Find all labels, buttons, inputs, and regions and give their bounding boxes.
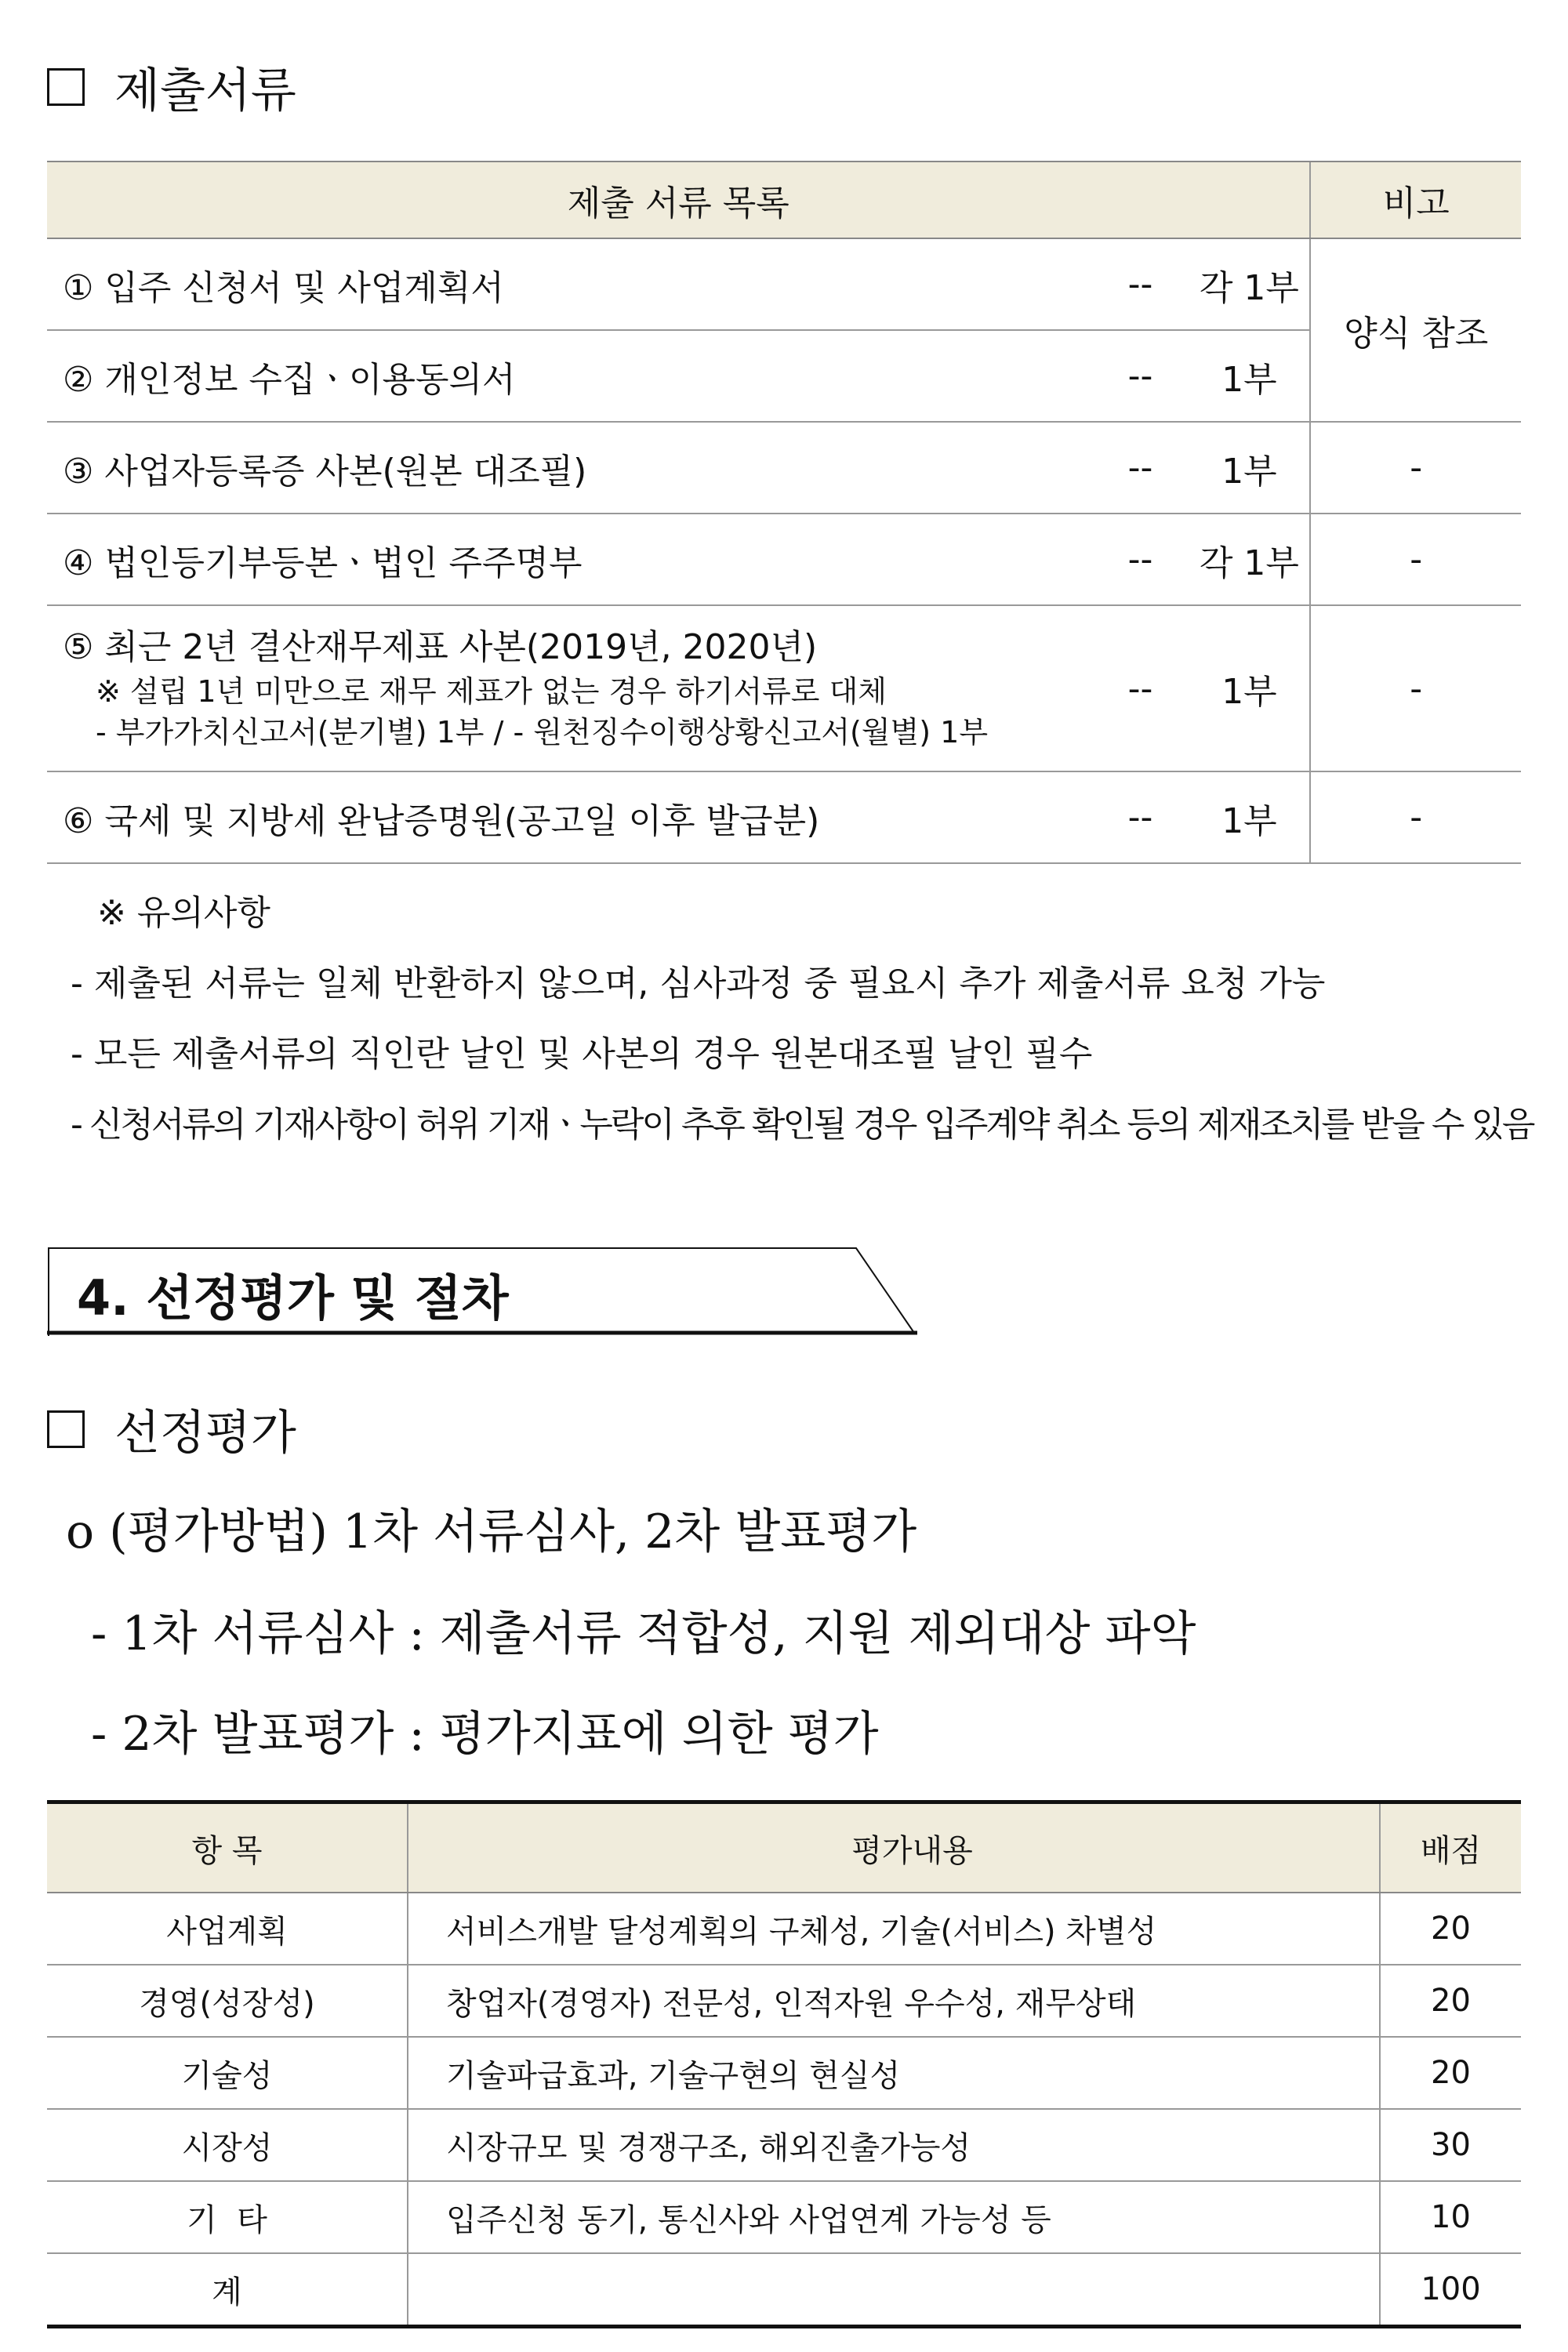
doc-dash: --: [1092, 605, 1189, 771]
doc-subnote: - 부가가치신고서(분기별) 1부 / - 원천징수이행상황신고서(월별) 1부: [96, 715, 989, 750]
checkbox-square-icon: [47, 68, 85, 106]
table-row: [47, 238, 1521, 330]
table-header-row: [47, 162, 1521, 238]
table-row: [47, 330, 1521, 422]
header-note: 비고: [1310, 162, 1521, 238]
eval-content: 기술파급효과, 기술구현의 현실성: [408, 2037, 1380, 2109]
eval-content: 창업자(경영자) 전문성, 인적자원 우수성, 재무상태: [408, 1965, 1380, 2037]
doc-note: -: [1310, 605, 1521, 771]
table-header-row: [47, 1802, 1521, 1893]
eval-step: - 1차 서류심사 : 제출서류 적합성, 지원 제외대상 파악: [91, 1606, 1196, 1661]
eval-item: 계: [47, 2253, 408, 2327]
table-row: [47, 1965, 1521, 2037]
doc-description: ⑥ 국세 및 지방세 완납증명원(공고일 이후 발급분): [47, 771, 1092, 863]
eval-item: 시장성: [47, 2109, 408, 2181]
doc-dash: --: [1092, 238, 1189, 330]
doc-count: 1부: [1189, 330, 1310, 422]
header-document-list: 제출 서류 목록: [47, 162, 1310, 238]
doc-description: ① 입주 신청서 및 사업계획서: [47, 238, 1092, 330]
header-content: 평가내용: [408, 1802, 1380, 1893]
table-row: [47, 2109, 1521, 2181]
doc-count: 각 1부: [1189, 238, 1310, 330]
eval-content: [408, 2253, 1380, 2327]
section-heading: [47, 53, 296, 121]
doc-note: -: [1310, 514, 1521, 605]
doc-dash: --: [1092, 422, 1189, 514]
table-row: [47, 1893, 1521, 1965]
doc-description: ③ 사업자등록증 사본(원본 대조필): [47, 422, 1092, 514]
doc-description: ⑤ 최근 2년 결산재무제표 사본(2019년, 2020년): [63, 627, 818, 667]
note-item: - 신청서류의 기재사항이 허위 기재ㆍ누락이 추후 확인될 경우 입주계약 취소 등의 제재조치를 받을 수 있음: [71, 1105, 1534, 1145]
doc-description: ④ 법인등기부등본ㆍ법인 주주명부: [47, 514, 1092, 605]
note-item: - 모든 제출서류의 직인란 날인 및 사본의 경우 원본대조필 날인 필수: [71, 1034, 1093, 1074]
doc-count: 1부: [1189, 422, 1310, 514]
table-row: [47, 771, 1521, 863]
table-row: [47, 514, 1521, 605]
notes-block: [71, 878, 1533, 1160]
eval-content: 시장규모 및 경쟁구조, 해외진출가능성: [408, 2109, 1380, 2181]
doc-count: 1부: [1189, 771, 1310, 863]
eval-score: 10: [1380, 2181, 1521, 2253]
section-title: 제출서류: [114, 64, 296, 118]
subsection-heading: [47, 1396, 296, 1463]
checkbox-square-icon: [47, 1410, 85, 1448]
eval-content: 서비스개발 달성계획의 구체성, 기술(서비스) 차별성: [408, 1893, 1380, 1965]
table-row: [47, 605, 1521, 771]
eval-score: 30: [1380, 2109, 1521, 2181]
doc-count: 각 1부: [1189, 514, 1310, 605]
table-row: [47, 422, 1521, 514]
eval-score: 20: [1380, 1893, 1521, 1965]
doc-note: -: [1310, 771, 1521, 863]
subsection-title: 선정평가: [114, 1406, 296, 1461]
eval-step: - 2차 발표평가 : 평가지표에 의한 평가: [91, 1707, 879, 1762]
eval-score: 20: [1380, 2037, 1521, 2109]
eval-content: 입주신청 동기, 통신사와 사업연계 가능성 등: [408, 2181, 1380, 2253]
evaluation-table: [47, 1800, 1521, 2328]
doc-description: ② 개인정보 수집ㆍ이용동의서: [47, 330, 1092, 422]
notes-title: ※ 유의사항: [97, 893, 270, 933]
eval-item: 기술성: [47, 2037, 408, 2109]
table-row: [47, 2037, 1521, 2109]
doc-note-merged: 양식 참조: [1310, 238, 1521, 422]
doc-dash: --: [1092, 330, 1189, 422]
header-item: 항 목: [47, 1802, 408, 1893]
eval-item: 사업계획: [47, 1893, 408, 1965]
section-title: 4. 선정평가 및 절차: [77, 1269, 509, 1327]
eval-score: 20: [1380, 1965, 1521, 2037]
table-row: [47, 2181, 1521, 2253]
table-row: [47, 2253, 1521, 2327]
eval-score: 100: [1380, 2253, 1521, 2327]
doc-description-block: [47, 605, 1092, 771]
documents-table: [47, 161, 1521, 864]
eval-item: 기 타: [47, 2181, 408, 2253]
eval-item: 경영(성장성): [47, 1965, 408, 2037]
doc-count: 1부: [1189, 605, 1310, 771]
header-score: 배점: [1380, 1802, 1521, 1893]
doc-dash: --: [1092, 771, 1189, 863]
doc-dash: --: [1092, 514, 1189, 605]
note-item: - 제출된 서류는 일체 반환하지 않으며, 심사과정 중 필요시 추가 제출서류 요청 가능: [71, 964, 1326, 1004]
eval-method: o (평가방법) 1차 서류심사, 2차 발표평가: [66, 1504, 917, 1559]
doc-note: -: [1310, 422, 1521, 514]
doc-subnote: ※ 설립 1년 미만으로 재무 제표가 없는 경우 하기서류로 대체: [96, 674, 887, 709]
section-banner: [47, 1247, 917, 1336]
